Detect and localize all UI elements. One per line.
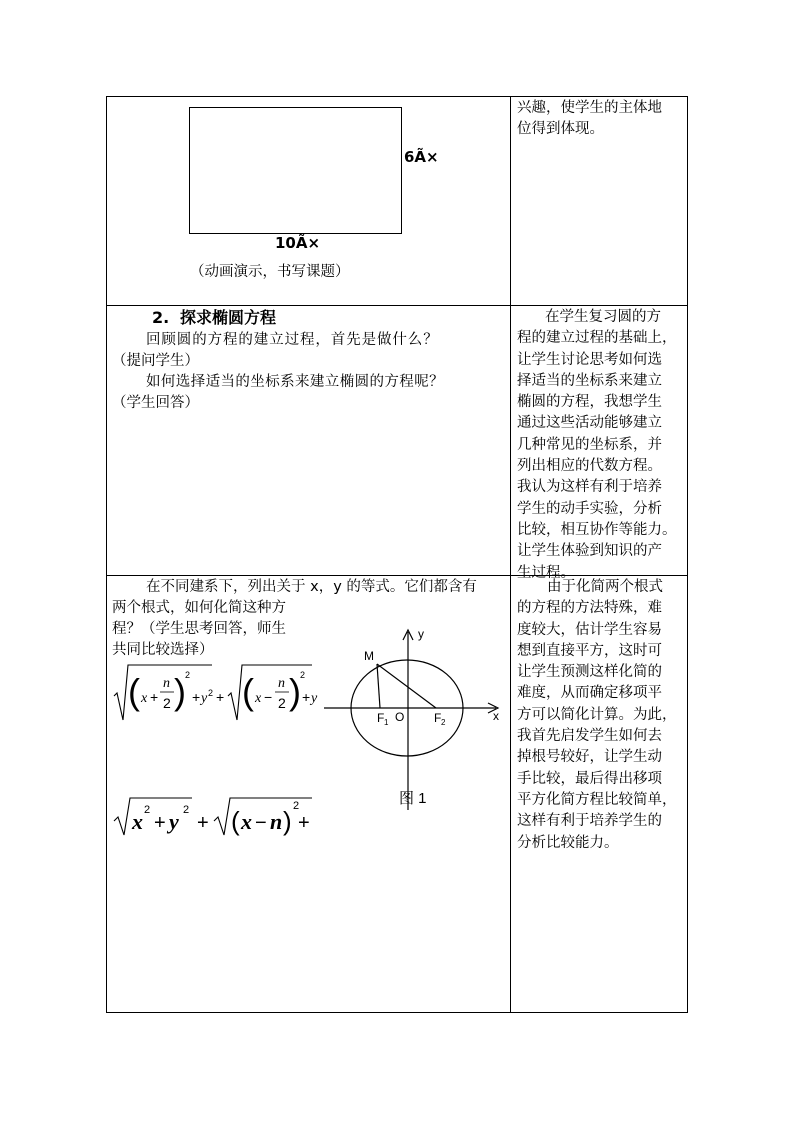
exp-2: 2 [208, 688, 214, 698]
formula-2 [112, 795, 314, 839]
bracket: ) [289, 671, 301, 712]
text-line: 列出相应的代数方程。 [517, 458, 662, 475]
op-plus: + [197, 812, 209, 834]
figure-caption: 图 1 [399, 790, 427, 807]
rect-width-label: 10Ã× [275, 234, 321, 252]
var-x: x [241, 809, 252, 834]
op-plus: + [216, 689, 225, 705]
question-line-3: 如何选择适当的坐标系来建立椭圆的方程呢？ [146, 374, 444, 390]
exp-2: 2 [293, 800, 300, 812]
text-line: 椭圆的方程，我想学生 [517, 394, 662, 411]
var-x: x [132, 809, 143, 834]
question-line-1: 回顾圆的方程的建立过程，首先是做什么？ [146, 332, 439, 348]
text-line: 让学生预测这样化简的 [517, 664, 662, 681]
text-line: 度较大，估计学生容易 [517, 621, 662, 638]
op-plus: + [154, 812, 166, 834]
row1-right-text [517, 98, 683, 141]
label-f2-sub: 2 [441, 718, 446, 727]
text-line: 掉根号较好，让学生动 [517, 749, 662, 766]
op-plus: + [150, 689, 159, 705]
var-y: y [169, 809, 179, 834]
rectangle-figure [189, 107, 402, 234]
exp-2: 2 [300, 670, 306, 680]
section-number: 2. [152, 308, 170, 327]
segment-mf1 [377, 664, 380, 708]
var-y: y [311, 691, 318, 706]
op-plus: + [298, 812, 310, 834]
label-f1: F [377, 711, 385, 725]
var-n: n [163, 676, 170, 691]
label-x: x [493, 709, 499, 723]
label-f2: F [434, 711, 442, 725]
num-2: 2 [278, 695, 286, 711]
bracket: ) [174, 671, 186, 712]
label-m: M [364, 649, 374, 663]
text-line: 学生的动手实验，分析 [517, 500, 662, 517]
question-line-2: （提问学生） [112, 353, 199, 369]
text-line: 比较，相互协作等能力。 [517, 521, 677, 538]
text-line: 难度，从而确定移项平 [517, 685, 662, 702]
formula-1 [112, 662, 316, 724]
text-line: 让学生讨论思考如何选 [517, 351, 662, 368]
text-line: 让学生体验到知识的产 [517, 543, 662, 560]
text-line: 择适当的坐标系来建立 [517, 372, 662, 389]
table-column-divider [510, 96, 511, 1013]
section-heading: 探求椭圆方程 [180, 308, 277, 327]
table-border-bottom [106, 1012, 688, 1013]
row3-right-text [517, 577, 683, 854]
bracket: ) [283, 806, 292, 836]
var-x: x [141, 691, 148, 706]
equation-intro-line-3: 程？（学生思考回答，师生 [112, 621, 286, 637]
exp-2: 2 [144, 804, 151, 816]
op-plus: + [192, 689, 201, 705]
var-x: x [255, 691, 262, 706]
var-n: n [278, 676, 285, 691]
text-line: 我首先启发学生如何去 [517, 728, 662, 745]
segment-mf2 [377, 664, 436, 708]
bracket: ( [242, 671, 254, 712]
text-line: 在学生复习圆的方 [545, 309, 661, 325]
var-y: y [201, 691, 208, 706]
equation-intro-line-2: 两个根式，如何化简这种方 [112, 600, 286, 616]
text-line: 兴趣，使学生的主体地 [517, 100, 662, 116]
exp-2: 2 [185, 670, 191, 680]
table-border-top [106, 96, 688, 97]
op-minus: − [264, 689, 273, 705]
bracket: ( [231, 806, 240, 836]
bracket: ( [128, 671, 140, 712]
table-row-divider-1 [106, 305, 688, 306]
ellipse-figure [320, 624, 506, 810]
equation-intro-line-4: 共同比较选择） [112, 642, 214, 658]
text-line: 我认为这样有利于培养 [517, 479, 662, 496]
op-minus: − [255, 812, 267, 834]
text-line: 分析比较能力。 [517, 834, 619, 851]
animation-caption: （动画演示，书写课题） [190, 264, 350, 280]
row2-right-text [517, 307, 683, 584]
text-line: 的方程的方法特殊，难 [517, 600, 662, 617]
label-f1-sub: 1 [384, 718, 389, 727]
text-line: 平方化简方程比较简单， [517, 791, 677, 808]
equation-intro-line-1: 在不同建系下，列出关于 x，y 的等式。它们都含有 [146, 579, 477, 595]
text-line: 由于化简两个根式 [547, 579, 663, 595]
num-2: 2 [163, 695, 171, 711]
op-plus: + [302, 689, 311, 705]
var-n: n [270, 809, 283, 834]
table-border-left [106, 96, 107, 1013]
label-o: O [395, 710, 405, 724]
exp-2: 2 [183, 804, 190, 816]
text-line: 几种常见的坐标系，并 [517, 436, 662, 453]
text-line: 通过这些活动能够建立 [517, 415, 662, 432]
text-line: 生过程。 [517, 564, 575, 581]
question-line-4: （学生回答） [112, 395, 199, 411]
text-line: 程的建立过程的基础上， [517, 330, 677, 347]
text-line: 这样有利于培养学生的 [517, 813, 662, 830]
text-line: 想到直接平方，这时可 [517, 642, 662, 659]
text-line: 位得到体现。 [517, 121, 604, 138]
table-border-right [687, 96, 688, 1013]
label-y: y [418, 627, 424, 641]
text-line: 方可以简化计算。为此， [517, 706, 677, 723]
rect-height-label: 6Ã× [404, 148, 439, 166]
text-line: 手比较，最后得出移项 [517, 770, 662, 787]
